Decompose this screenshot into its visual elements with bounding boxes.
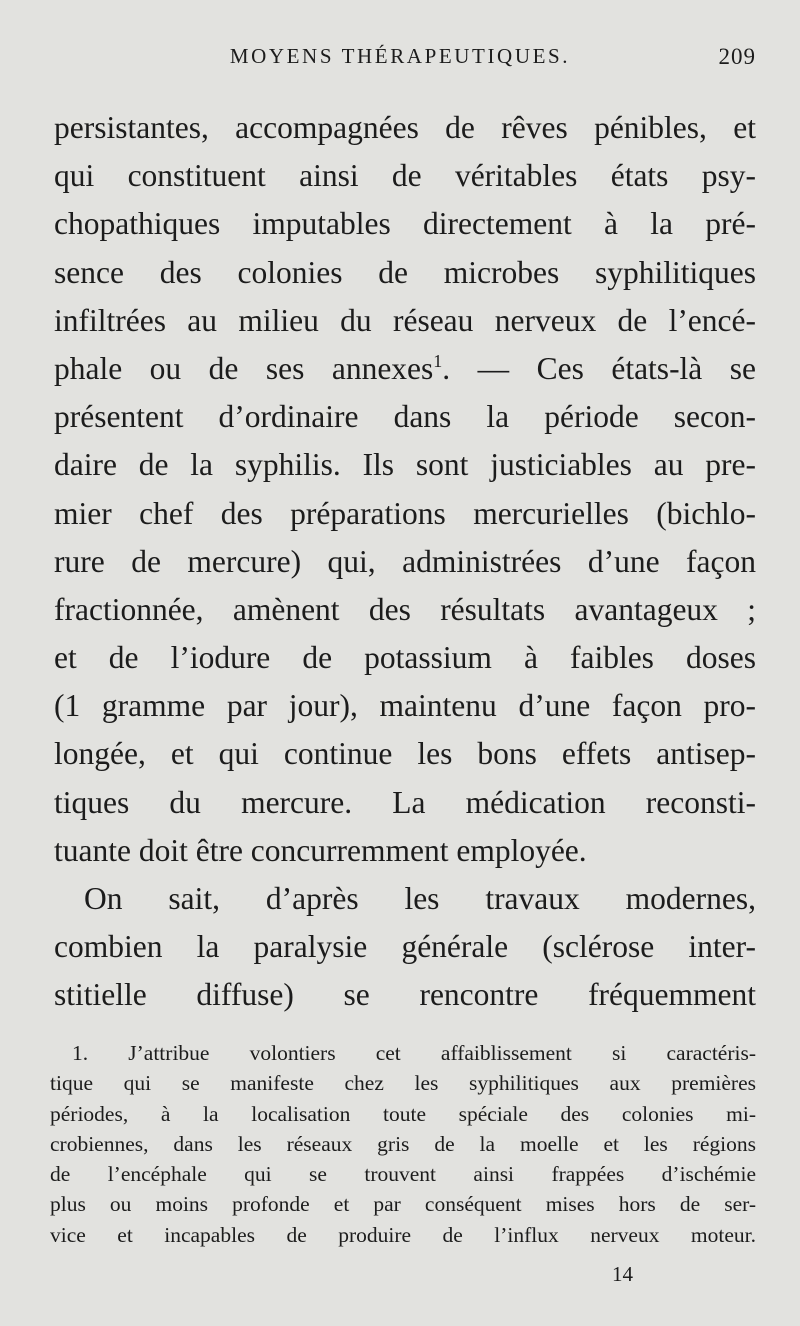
footnote-line: périodes, à la localisation toute spéciale des colonies mi-: [50, 1101, 756, 1126]
footnote-line: 1. J’attribue volontiers cet affaiblissement si caractéris-: [72, 1041, 756, 1065]
body-line: qui constituent ainsi de véritables états psy-: [54, 158, 756, 194]
body-line: daire de la syphilis. Ils sont justiciables au pre-: [54, 447, 756, 483]
footnote-line: de l’encéphale qui se trouvent ainsi frappées d’ischémie: [50, 1162, 756, 1187]
footnote-line: plus ou moins profonde et par conséquent mises hors de ser-: [50, 1192, 756, 1217]
footnote-reference: 1: [433, 350, 443, 371]
body-line: combien la paralysie générale (sclérose inter-: [54, 929, 756, 965]
body-line: longée, et qui continue les bons effets antisep-: [54, 736, 756, 772]
running-title: MOYENS THÉRAPEUTIQUES.: [229, 44, 571, 68]
body-line: fractionnée, amènent des résultats avantageux ;: [54, 591, 756, 627]
signature-mark: 14: [612, 1262, 633, 1286]
body-line-paragraph-start: On sait, d’après les travaux modernes,: [84, 881, 756, 916]
body-line-part: . — Ces états-là se: [442, 350, 756, 386]
body-line: mier chef des préparations mercurielles (bichlo-: [54, 495, 756, 531]
body-line: chopathiques imputables directement à la pré-: [54, 206, 756, 242]
body-line: infiltrées au milieu du réseau nerveux de l’encé-: [54, 302, 756, 338]
footnote: [50, 1038, 756, 1250]
body-line: persistantes, accompagnées de rêves pénibles, et: [54, 110, 756, 145]
footnote-line: tique qui se manifeste chez les syphilitiques aux premières: [50, 1071, 756, 1096]
body-line: tiques du mercure. La médication reconsti-: [54, 784, 756, 820]
footnote-line: vice et incapables de produire de l’influx nerveux moteur.: [50, 1222, 756, 1247]
body-line: sence des colonies de microbes syphilitiques: [54, 254, 756, 290]
running-head: [0, 44, 800, 74]
body-line: stitielle diffuse) se rencontre fréquemment: [54, 977, 756, 1013]
body-line: tuante doit être concurremment employée.: [54, 832, 587, 868]
footnote-line: crobiennes, dans les réseaux gris de la moelle et les régions: [50, 1131, 756, 1156]
body-line: et de l’iodure de potassium à faibles doses: [54, 640, 756, 676]
body-line-with-footnote-ref: [54, 345, 756, 393]
body-line: (1 gramme par jour), maintenu d’une façon pro-: [54, 688, 756, 724]
page-number: 209: [718, 44, 756, 69]
body-line-part: phale ou de ses annexes: [54, 350, 434, 386]
body-text: [54, 104, 756, 1020]
body-line: présentent d’ordinaire dans la période secon-: [54, 399, 756, 435]
body-line: rure de mercure) qui, administrées d’une façon: [54, 543, 756, 579]
